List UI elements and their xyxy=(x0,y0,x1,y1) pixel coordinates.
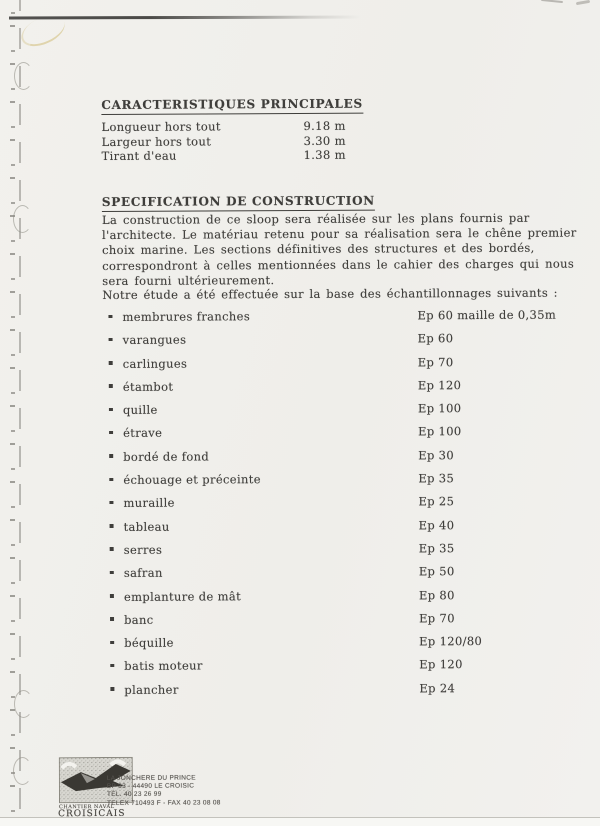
scantling-value: Ep 30 xyxy=(418,447,455,463)
square-bullet-icon xyxy=(109,454,113,458)
scantling-value: Ep 100 xyxy=(418,424,462,439)
company-name-small: CHANTIER NAVAL xyxy=(59,803,115,811)
paragraph-line: choix marine. Les sections définitives des structures et des bordés, xyxy=(102,241,535,258)
square-bullet-icon xyxy=(110,687,114,691)
paragraph-line: l'architecte. Le matériau retenu pour sa réalisation sera le chêne premier xyxy=(101,225,577,243)
list-item xyxy=(103,354,563,380)
construction-paragraph xyxy=(101,210,577,289)
scantling-value: Ep 120 xyxy=(417,378,462,393)
scantling-value: Ep 120 xyxy=(419,657,463,672)
list-item xyxy=(103,377,563,403)
list-item xyxy=(103,447,563,473)
measurement-label: Tirant d'eau xyxy=(101,148,177,164)
square-bullet-icon xyxy=(110,547,114,551)
square-bullet-icon xyxy=(109,384,113,388)
scantling-value: Ep 100 xyxy=(417,401,462,416)
paragraph-line: La construction de ce sloop sera réalisée sur les plans fournis par xyxy=(101,210,530,228)
list-item xyxy=(104,634,564,660)
list-item xyxy=(104,517,564,543)
scantling-label: banc xyxy=(124,612,154,627)
square-bullet-icon xyxy=(110,664,114,668)
square-bullet-icon xyxy=(110,594,114,598)
scantling-label: emplanture de mât xyxy=(123,588,242,604)
scantling-label: membrures franches xyxy=(122,309,251,324)
scantlings-list xyxy=(102,308,564,706)
list-item xyxy=(104,680,564,706)
list-item xyxy=(104,657,564,683)
scantling-label: plancher xyxy=(124,682,179,697)
measurement-value: 3.30 m xyxy=(303,133,346,148)
scantling-value: Ep 60 maille de 0,35m xyxy=(417,307,557,323)
list-item xyxy=(104,587,564,613)
square-bullet-icon xyxy=(109,338,113,342)
square-bullet-icon xyxy=(109,361,113,365)
square-bullet-icon xyxy=(110,617,114,621)
list-item xyxy=(104,564,564,590)
list-item xyxy=(103,401,563,427)
scantling-label: safran xyxy=(123,565,163,581)
address-line: TÉL. 40 23 26 99 xyxy=(106,791,162,799)
list-item xyxy=(103,424,563,450)
scantling-value: Ep 24 xyxy=(419,680,456,696)
scantling-label: béquille xyxy=(124,635,174,651)
scantlings-intro: Notre étude a été effectuée sur la base des échantillonnages suivants : xyxy=(102,285,558,303)
scantling-value: Ep 35 xyxy=(418,471,455,486)
scantling-label: muraille xyxy=(123,496,175,511)
square-bullet-icon xyxy=(108,314,112,318)
address-line: TELEX 710493 F - FAX 40 23 08 08 xyxy=(106,798,221,807)
scantling-value: Ep 120/80 xyxy=(419,634,483,649)
scantling-value: Ep 35 xyxy=(418,541,455,556)
company-name-large: CROISICAIS xyxy=(58,808,126,820)
scantling-label: étambot xyxy=(122,379,174,394)
square-bullet-icon xyxy=(109,408,113,412)
scantling-label: serres xyxy=(123,542,163,557)
square-bullet-icon xyxy=(110,571,114,575)
scantling-label: varangues xyxy=(122,332,187,348)
scantling-label: étrave xyxy=(123,426,163,441)
list-item xyxy=(103,471,563,497)
section-title-caracteristiques: CARACTERISTIQUES PRINCIPALES xyxy=(101,97,363,115)
scantling-label: quille xyxy=(122,402,158,418)
square-bullet-icon xyxy=(110,641,114,645)
measurement-label: Longueur hors tout xyxy=(101,119,221,135)
list-item xyxy=(103,494,563,520)
scantling-label: tableau xyxy=(123,519,170,534)
section-title-specification: SPECIFICATION DE CONSTRUCTION xyxy=(102,194,375,212)
paragraph-line: sera fourni ultérieurement. xyxy=(102,272,275,288)
scantling-value: Ep 80 xyxy=(418,587,455,602)
address-line: BP 33 - 44490 LE CROISIC xyxy=(106,782,195,791)
square-bullet-icon xyxy=(109,478,113,482)
scantling-label: carlingues xyxy=(122,356,188,371)
company-address-block xyxy=(107,774,221,807)
address-line: LA JONCHERE DU PRINCE xyxy=(106,774,196,782)
paragraph-line: correspondront à celles mentionnées dans le cahier des charges qui nous xyxy=(102,256,575,273)
scantling-value: Ep 25 xyxy=(418,494,455,509)
list-item xyxy=(104,541,564,567)
measurement-value: 1.38 m xyxy=(303,147,346,163)
square-bullet-icon xyxy=(109,431,113,435)
measurements-table xyxy=(101,118,501,164)
square-bullet-icon xyxy=(110,524,114,528)
scantling-label: échouage et préceinte xyxy=(123,472,261,487)
measurement-label: Largeur hors tout xyxy=(101,134,212,149)
scantling-label: bordé de fond xyxy=(123,449,210,464)
scantling-value: Ep 60 xyxy=(417,331,454,346)
scantling-value: Ep 70 xyxy=(419,611,455,626)
measurement-row xyxy=(102,147,502,164)
measurement-value: 9.18 m xyxy=(303,118,346,133)
list-item xyxy=(103,331,563,357)
scantling-label: batis moteur xyxy=(124,658,203,674)
scantling-value: Ep 50 xyxy=(418,564,455,579)
scantling-value: Ep 40 xyxy=(418,517,455,533)
list-item xyxy=(102,308,562,334)
scantling-value: Ep 70 xyxy=(417,354,454,369)
list-item xyxy=(104,610,564,636)
square-bullet-icon xyxy=(109,501,113,505)
